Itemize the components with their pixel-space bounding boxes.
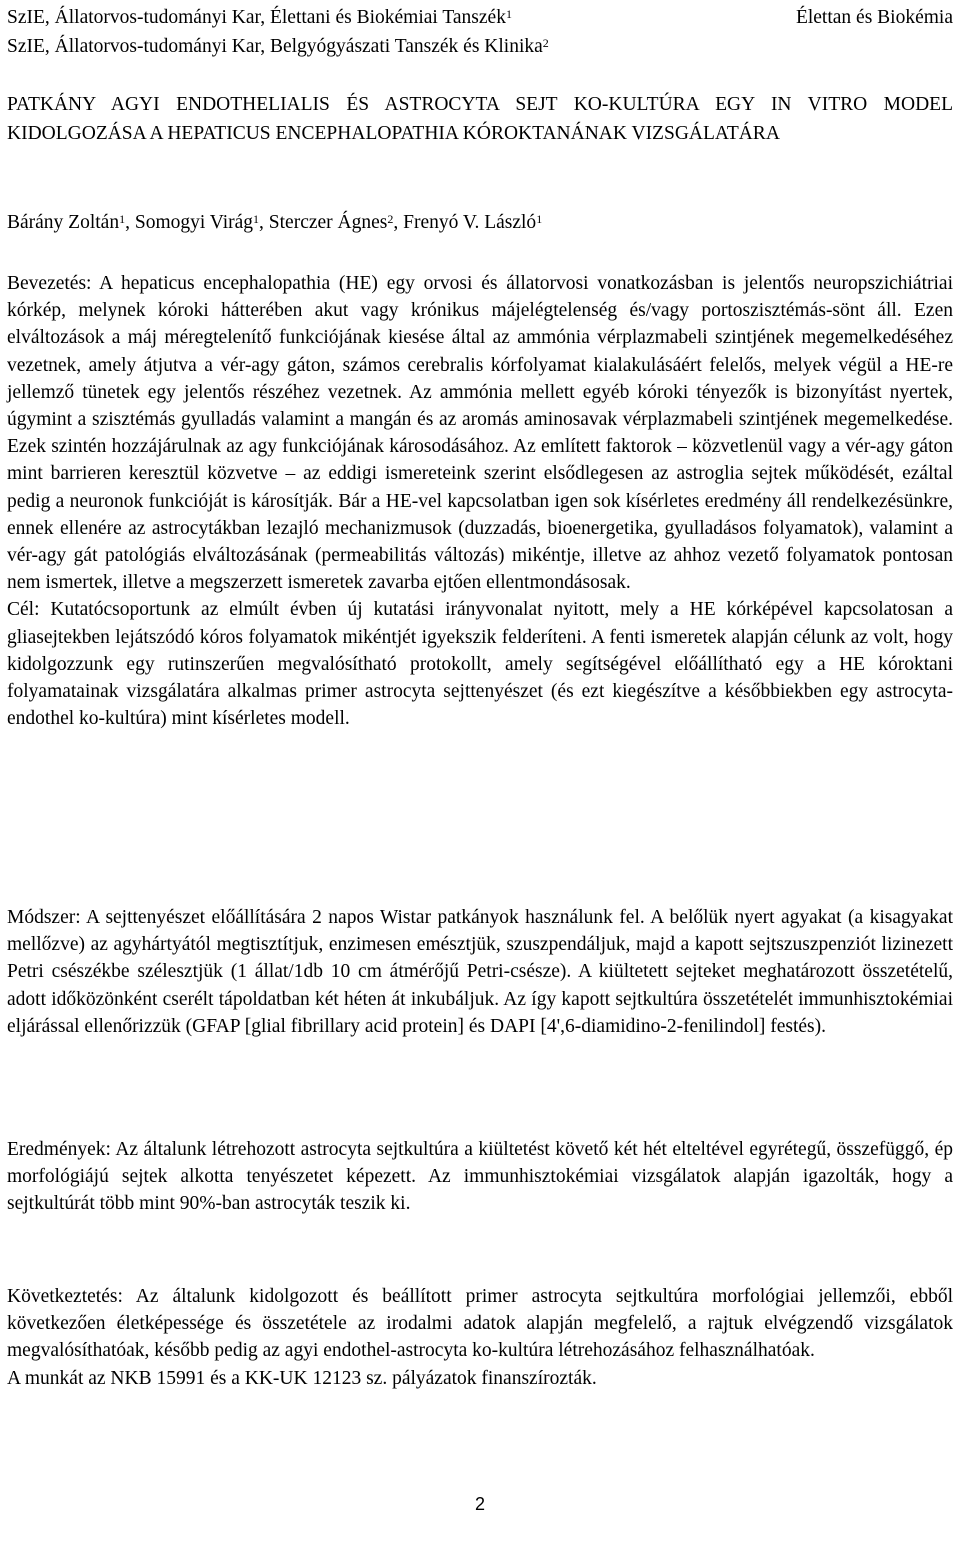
section-introduction: Bevezetés: A hepaticus encephalopathia (HE) egy orvosi és állatorvosi vonatkozásban is jelentős neuropszichiátriai kórkép, melynek kóroki hátterében akut vagy krónikus májelégtelenség és/vagy portoszisztémás-sönt áll. Ezen elváltozások a máj méregtelenítő funkciójának kiesése által az ammónia vérplazmabeli szintjének megemelkedéséhez vezetnek, amely átjutva a vér-agy gáton, számos cerebralis kórfolyamat kialakulásáért felelős, melyek végül a HE-re jellemző tünetek egy jelentős részéhez vezetnek. Az ammónia mellett egyéb kóroki tényezők is bizonyítást nyertek, úgymint a szisztémás gyulladás valamint a mangán és az aromás aminosavak vérplazmabeli szintjének megemelkedése. Ezek szintén hozzájárulnak az agy funkciójának károsodásához. Az említett faktorok – közvetlenül vagy a vér-agy gáton mint barrieren keresztül közvetve – az eddigi ismereteink szerint elsődlegesen az astroglia sejtek működését, ezáltal pedig a neuronok funkcióját is károsítják. Bár a HE-vel kapcsolatban igen sok kísérletes eredmény áll rendelkezésünkre, ennek ellenére az astrocytákban lezajló mechanizmusok (duzzadás, bioenergetika, gyulladásos folyamatok), valamint a vér-agy gát patológiás elváltozásának (permeabilitás változás) mikéntje, illetve az ahhoz vezető folyamatok pontosan nem ismertek, illetve a megszerzett ismeretek zavarba ejtően ellentmondásosak. bbox=[7, 273, 953, 594]
author: Bárány Zoltán$^1$, bbox=[7, 212, 135, 233]
author-list bbox=[7, 208, 542, 237]
section-conclusion: Következtetés: Az általunk kidolgozott és beállított primer astrocyta sejtkultúra morfológiai jellemzői, ebből következően életképessége és összetétele az irodalmi adatok alapján megfelelő, a rajtuk elvégzendő vizsgálatok megvalósíthatóak, később pedig az agyi endothel-astrocyta ko-kultúra létrehozásához felhasználhatóak. bbox=[7, 1286, 953, 1362]
course-name: Élettan és Biokémia bbox=[795, 7, 953, 28]
section-aim: Cél: Kutatócsoportunk az elmúlt évben új kutatási irányvonalat nyitott, mely a HE kórképével kapcsolatosan a gliasejtekben lejátszódó kóros folyamatok mikéntjét igyekszik felderíteni. A fenti ismeretek alapján célunk az volt, hogy kidolgozzunk egy rutinszerűen megvalósítható protokollt, amely segítségével előállítható egy a HE kóroktani folyamatainak vizsgálatára alkalmas primer astrocyta sejttenyészet (és ezt kiegészítve a későbbiekben egy astrocyta-endothel ko-kultúra) mint kísérletes modell. bbox=[7, 599, 953, 730]
section-results: Eredmények: Az általunk létrehozott astrocyta sejtkultúra a kiültetést követő két hét elteltével egyrétegű, összefüggő, ép morfológiájú sejtek alkotta tenyészetet képezett. Az immunhisztokémiai vizsgálatok alapján igazolták, hogy a sejtkultúrát több mint 90%-ban astrocyták teszik ki. bbox=[7, 1139, 953, 1215]
methods-block bbox=[7, 904, 953, 1040]
author: Somogyi Virág$^1$, bbox=[134, 212, 269, 233]
section-methods: Módszer: A sejttenyészet előállítására 2 napos Wistar patkányok használunk fel. A belőlük nyert agyakat (a kisagyakat mellőzve) az agyhártyától megtisztítjuk, enzimesen emésztjük, szuszpendáljuk, majd a kapott sejtszuszpenziót lizinezett Petri csészékbe szélesztjük (1 állat/1db 10 cm átmérőjű Petri-csésze). A kiültetett sejteket meghatározott összetételű, adott időközönként cserélt tápoldatban két héten át inkubáljuk. Az így kapott sejtkultúra összetételét immunhisztokémiai eljárással ellenőrizzük (GFAP [glial fibrillary acid protein] és DAPI [4',6-diamidino-2-fenilindol] festés). bbox=[7, 907, 953, 1037]
intro-aim-block bbox=[7, 270, 953, 732]
author: Sterczer Ágnes$^2$, bbox=[268, 212, 404, 233]
affiliation-1: SzIE, Állatorvos-tudományi Kar, Élettani és Biokémiai Tanszék$^1$ bbox=[7, 7, 512, 28]
paper-title: PATKÁNY AGYI ENDOTHELIALIS ÉS ASTROCYTA SEJT KO-KULTÚRA EGY IN VITRO MODEL KIDOLGOZÁSA A HEPATICUS ENCEPHALOPATHIA KÓROKTANÁNAK VIZSGÁLATÁRA bbox=[7, 94, 953, 144]
page-number: 2 bbox=[474, 1494, 485, 1514]
results-block bbox=[7, 1136, 953, 1218]
header bbox=[7, 0, 953, 62]
conclusion-block bbox=[7, 1283, 953, 1392]
author: Frenyó V. László$^1$ bbox=[403, 212, 543, 233]
document-page bbox=[7, 0, 953, 1389]
section-funding: A munkát az NKB 15991 és a KK-UK 12123 sz. pályázatok finanszírozták. bbox=[7, 1367, 597, 1389]
affiliation-2: SzIE, Állatorvos-tudományi Kar, Belgyógyászati Tanszék és Klinika$^2$ bbox=[7, 36, 549, 57]
